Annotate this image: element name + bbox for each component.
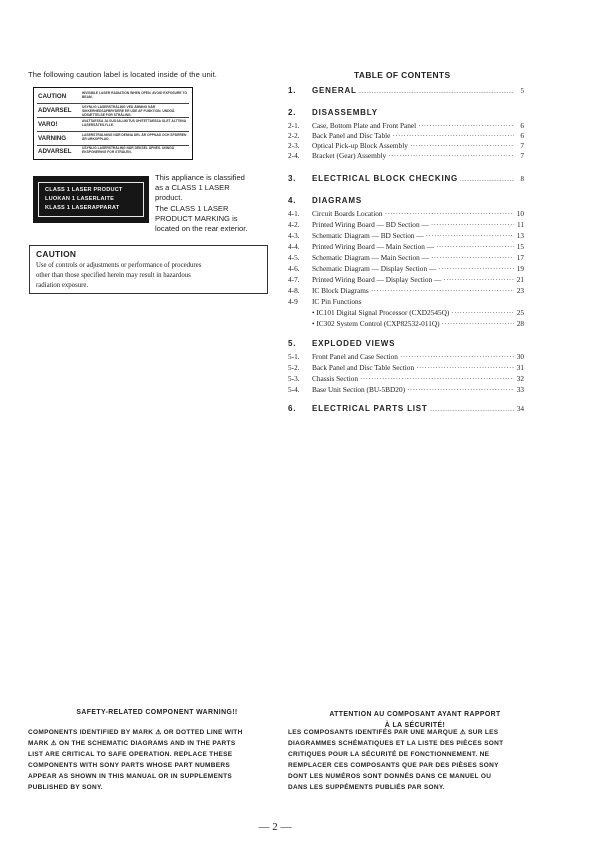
toc-page-number: 8: [520, 175, 524, 183]
toc-item-title: Schematic Diagram — Display Section — ·····: [312, 264, 514, 273]
toc-item[interactable]: [288, 253, 524, 263]
toc-section-electrical-parts-list[interactable]: [288, 404, 524, 416]
toc-item-number: 2-1.: [288, 121, 300, 130]
caution-box: [29, 245, 268, 294]
caution-label-row: [37, 145, 189, 158]
laser-label-line: CLASS 1 LASER PRODUCT: [45, 187, 123, 193]
toc-page-number: 7: [520, 151, 524, 160]
toc-item-number: 4-6.: [288, 264, 300, 273]
caution-label-row: [37, 118, 189, 132]
caution-body: [36, 261, 268, 290]
caution-label-lang: VARNING: [38, 135, 67, 142]
toc-page-number: 15: [516, 242, 524, 251]
toc-page-number: 6: [520, 121, 524, 130]
text-line: located on the rear exterior.: [155, 224, 248, 234]
toc-item[interactable]: [288, 209, 524, 219]
toc-page-number: 10: [516, 209, 524, 218]
toc-item[interactable]: [288, 319, 524, 329]
toc-item-number: 4-3.: [288, 231, 300, 240]
caution-label-row: [37, 132, 189, 146]
toc-page-number: 34: [517, 405, 524, 413]
toc-item-number: 2-4.: [288, 151, 300, 160]
text-line: This appliance is classified: [155, 173, 245, 182]
toc-item-title: Printed Wiring Board — Display Section — ·····: [312, 275, 514, 284]
toc-section-diagrams[interactable]: [288, 196, 524, 208]
safety-warning-body: [28, 727, 273, 793]
toc-item-title: Circuit Boards Location ·····: [312, 209, 514, 218]
caution-label-lang: CAUTION: [38, 93, 67, 100]
text-line: À LA SÉCURITÉ!: [384, 722, 446, 729]
caution-label-intro: The following caution label is located inside of the unit.: [28, 70, 218, 79]
text-line: LES COMPOSANTS IDENTIFÉS PAR UNE MARQUE ⚠ SUR LES: [288, 729, 499, 736]
toc-section-number: 4.: [288, 196, 297, 205]
text-line: DANS LES SUPPÉMENTS PUBLIÉS PAR SONY.: [288, 784, 445, 791]
toc-section-number: 5.: [288, 339, 297, 348]
laser-label-line: KLASS 1 LASERAPPARAT: [45, 205, 120, 211]
toc-section-number: 2.: [288, 108, 297, 117]
toc-item-title: • IC101 Digital Signal Processor (CXD2545Q) ·····: [312, 308, 514, 317]
toc-item-title: Base Unit Section (BU-5BD20) ·····: [312, 385, 514, 394]
toc-item-number: 4-5.: [288, 253, 300, 262]
toc-item-title: Printed Wiring Board — BD Section — ·····: [312, 220, 514, 229]
toc-section-exploded-views[interactable]: [288, 339, 524, 351]
toc-page-number: 30: [516, 352, 524, 361]
toc-title: TABLE OF CONTENTS: [354, 70, 451, 80]
toc-item[interactable]: [288, 297, 524, 307]
caution-label-text: AVATTAESSA JA SUOJALUKITUS OHITETTAESSA OLET ALTTIINA LASERSÄTEILYLLE.: [82, 119, 186, 127]
toc-item-number: 4-1.: [288, 209, 300, 218]
text-line: APPEAR AS SHOWN IN THIS MANUAL OR IN SUPPLEMENTS: [28, 773, 232, 780]
toc-section-number: 3.: [288, 174, 297, 183]
text-line: PRODUCT MARKING is: [155, 213, 238, 223]
text-line: MARK ⚠ ON THE SCHEMATIC DIAGRAMS AND IN THE PARTS: [28, 740, 236, 747]
caution-label-lang: VARO!: [38, 121, 58, 128]
caution-label-lang: ADVARSEL: [38, 148, 72, 155]
toc-section-title: GENERAL .....: [312, 86, 514, 95]
toc-item-title: Back Panel and Disc Table Section ·····: [312, 363, 514, 372]
toc-item-number: 4-7.: [288, 275, 300, 284]
caution-label-row: [37, 104, 189, 118]
toc-page-number: 6: [520, 131, 524, 140]
text-line: DIAGRAMMES SCHÉMATIQUES ET LA LISTE DES PIÈCES SONT: [288, 740, 504, 747]
caution-label-text: USYNLIG LASERSTRÅLING NÅR DEKSEL ÅPNES. UNNGÅ EKSPONERING FOR STRÅLEN.: [82, 146, 175, 154]
caution-label-image: [33, 87, 193, 160]
toc-page-number: 33: [516, 385, 524, 394]
text-line: as a CLASS 1 LASER: [155, 183, 230, 193]
toc-item-number: 5-3.: [288, 374, 300, 383]
toc-page-number: 23: [516, 286, 524, 295]
toc-item[interactable]: [288, 131, 524, 141]
caution-title: CAUTION: [36, 249, 77, 259]
toc-section-disassembly[interactable]: [288, 108, 524, 120]
toc-page-number: 25: [516, 308, 524, 317]
text-line: CRITIQUES POUR LA SÉCURITÉ DE FONCTIONNEMENT. NE: [288, 751, 490, 758]
caution-label-text: USYNLIG LASERSTRÅLING VED ÅBNING NÅR SIKKERHEDSAFBRYDERE ER UDE AF FUNKTION. UNDGÅ UDSÆTTELSE FOR STRÅLING.: [82, 105, 175, 117]
toc-page-number: 11: [516, 220, 524, 229]
toc-item-number: 2-3.: [288, 141, 300, 150]
toc-item[interactable]: [288, 242, 524, 252]
laser-class-statement: [155, 173, 275, 234]
toc-item-number: 2-2.: [288, 131, 300, 140]
toc-item-title: Bracket (Gear) Assembly ·····: [312, 151, 514, 160]
toc-item[interactable]: [288, 352, 524, 362]
toc-item[interactable]: [288, 151, 524, 161]
toc-item-title: Back Panel and Disc Table ·····: [312, 131, 514, 140]
toc-item-number: 5-2.: [288, 363, 300, 372]
toc-item-number: 4-2.: [288, 220, 300, 229]
caution-label-text: LASERSTRÅLNING NÄR DENNA DEL ÄR ÖPPNAD OCH SPÄRREN ÄR URKOPPLAD.: [82, 133, 187, 141]
safety-warning-title: SAFETY-RELATED COMPONENT WARNING!!: [76, 709, 238, 716]
toc-section-general[interactable]: [288, 86, 524, 98]
toc-item-title: • IC302 System Control (CXP82532-011Q) ·····: [312, 319, 514, 328]
toc-item-number: 5-4.: [288, 385, 300, 394]
toc-item[interactable]: [288, 264, 524, 274]
toc-item[interactable]: [288, 231, 524, 241]
caution-label-lang: ADVARSEL: [38, 107, 72, 114]
laser-product-label: [33, 176, 149, 223]
toc-page-number: 32: [516, 374, 524, 383]
toc-item[interactable]: [288, 308, 524, 318]
toc-item[interactable]: [288, 385, 524, 395]
toc-item-title: Schematic Diagram — BD Section — ·····: [312, 231, 514, 240]
toc-item[interactable]: [288, 363, 524, 373]
toc-item-number: 5-1.: [288, 352, 300, 361]
text-line: other than those specified herein may result in hazardous: [36, 271, 191, 279]
text-line: REMPLACER CES COMPOSANTS QUE PAR DES PIÈSES SONY: [288, 762, 499, 769]
toc-section-title: ELECTRICAL BLOCK CHECKING .....: [312, 174, 514, 183]
toc-item-title: Optical Pick-up Block Assembly ·····: [312, 141, 514, 150]
toc-item-title: Printed Wiring Board — Main Section — ·····: [312, 242, 514, 251]
toc-item-title: Schematic Diagram — Main Section — ·····: [312, 253, 514, 262]
toc-page-number: 21: [516, 275, 524, 284]
caution-label-text: INVISIBLE LASER RADIATION WHEN OPEN. AVOID EXPOSURE TO BEAM.: [82, 91, 188, 99]
toc-section-electrical-block-checking[interactable]: [288, 174, 524, 186]
toc-page-number: 17: [516, 253, 524, 262]
toc-item[interactable]: [288, 220, 524, 230]
safety-warning-body-fr: [288, 727, 538, 793]
text-line: COMPONENTS IDENTIFIED BY MARK ⚠ OR DOTTED LINE WITH: [28, 729, 243, 736]
toc-item-number: 4-9: [288, 297, 298, 306]
laser-label-frame: [38, 182, 144, 217]
toc-item-title: Front Panel and Case Section ·····: [312, 352, 514, 361]
laser-label-line: LUOKAN 1 LASERLAITE: [45, 196, 115, 202]
toc-section-title: DISASSEMBLY: [312, 108, 378, 117]
toc-item-title: IC Pin Functions: [312, 297, 362, 306]
toc-item[interactable]: [288, 121, 524, 131]
text-line: product.: [155, 193, 183, 203]
toc-page-number: 5: [520, 87, 524, 95]
text-line: DONT LES NUMÉROS SONT DONNÉS DANS CE MANUEL OU: [288, 773, 492, 780]
toc-section-number: 6.: [288, 404, 297, 413]
toc-page-number: 13: [516, 231, 524, 240]
page-number: — 2 —: [258, 821, 292, 833]
toc-item-title: IC Block Diagrams ·····: [312, 286, 514, 295]
text-line: The CLASS 1 LASER: [155, 203, 229, 213]
toc-page-number: 7: [520, 141, 524, 150]
toc-item-title: Case, Bottom Plate and Front Panel ·····: [312, 121, 514, 130]
toc-section-number: 1.: [288, 86, 297, 95]
toc-section-title: EXPLODED VIEWS: [312, 339, 396, 348]
caution-label-row: [37, 90, 189, 104]
text-line: radiation exposure.: [36, 281, 89, 289]
text-line: COMPONENTS WITH SONY PARTS WHOSE PART NUMBERS: [28, 762, 231, 769]
toc-page-number: 19: [516, 264, 524, 273]
toc-item[interactable]: [288, 141, 524, 151]
toc-section-title: DIAGRAMS: [312, 196, 362, 205]
toc-item[interactable]: [288, 275, 524, 285]
toc-section-title: ELECTRICAL PARTS LIST .....: [312, 404, 514, 413]
toc-item-number: 4-8.: [288, 286, 300, 295]
toc-item-number: 4-4.: [288, 242, 300, 251]
text-line: Use of controls or adjustments or performance of procedures: [36, 262, 202, 269]
text-line: ATTENTION AU COMPOSANT AYANT RAPPORT: [329, 711, 501, 718]
text-line: PUBLISHED BY SONY.: [28, 784, 103, 791]
toc-item[interactable]: [288, 286, 524, 296]
text-line: LIST ARE CRITICAL TO SAFE OPERATION. REPLACE THESE: [28, 751, 233, 758]
toc-item-title: Chassis Section ·····: [312, 374, 514, 383]
toc-item[interactable]: [288, 374, 524, 384]
toc-page-number: 28: [516, 319, 524, 328]
toc-page-number: 31: [516, 363, 524, 372]
